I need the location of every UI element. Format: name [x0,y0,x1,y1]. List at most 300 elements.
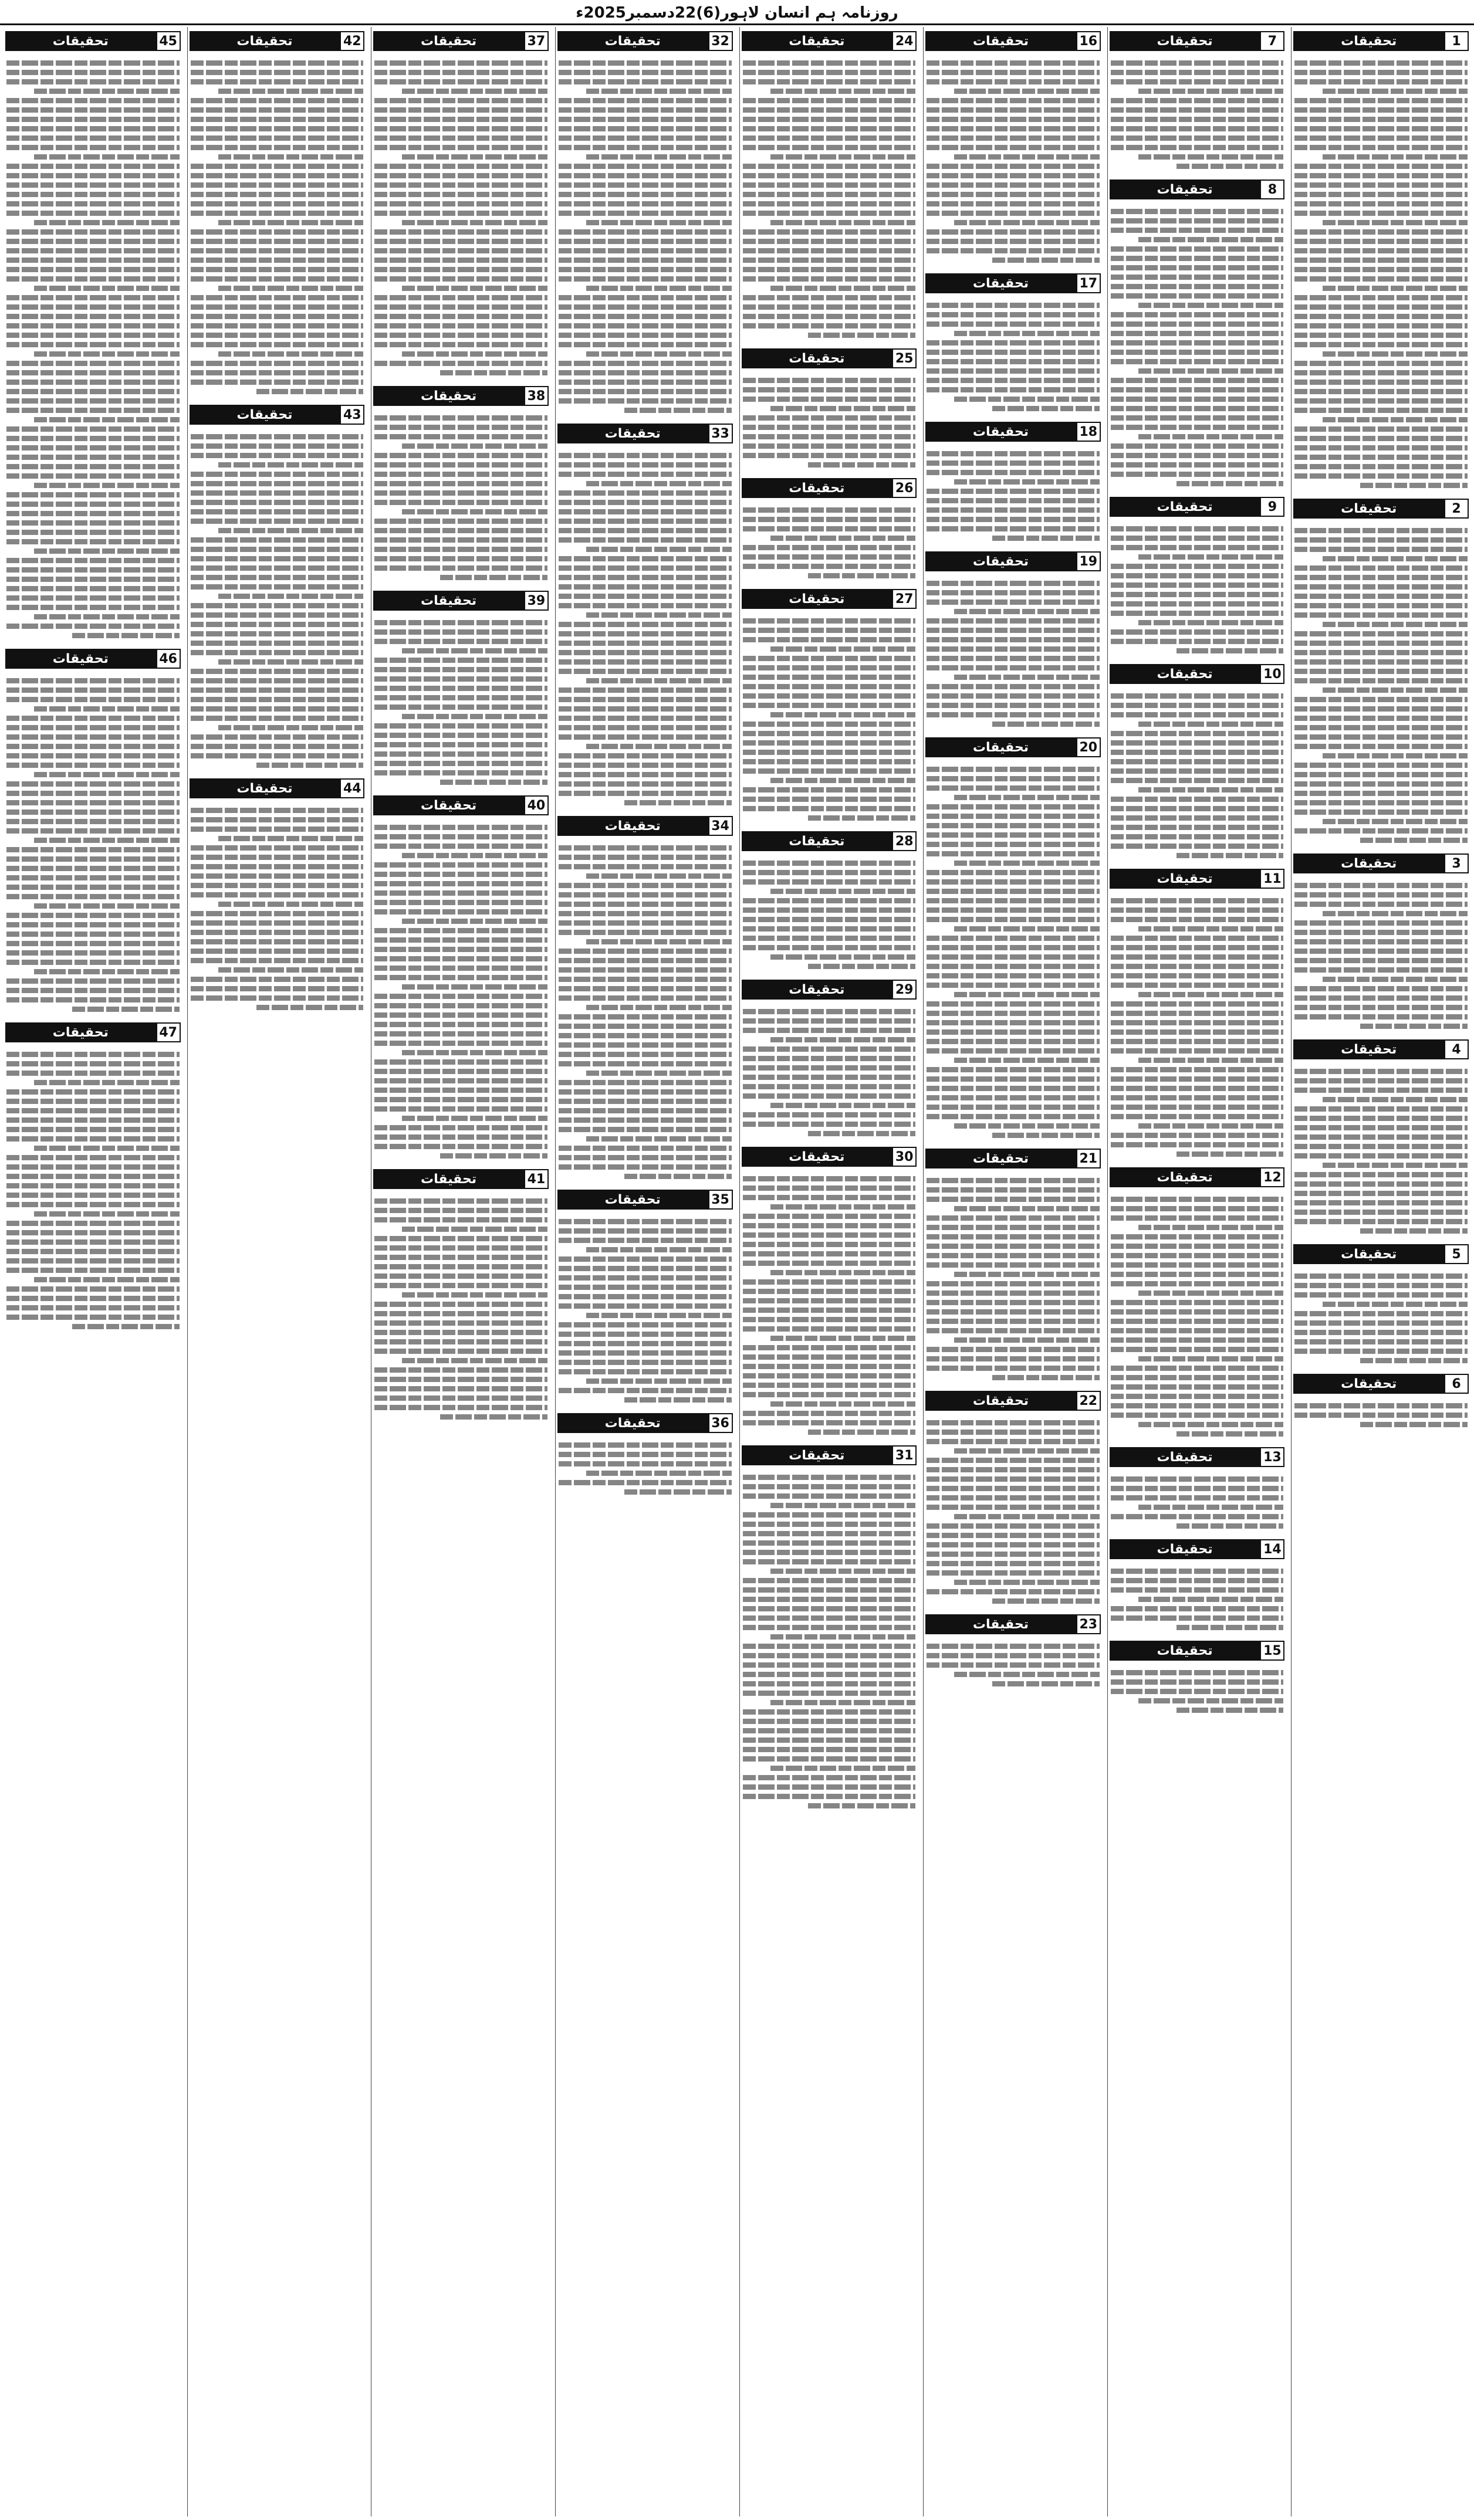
story-number: 38 [524,386,549,406]
text-line [256,763,364,768]
text-line [1294,641,1468,646]
text-line [1294,734,1468,740]
text-line [1294,1403,1468,1408]
story-header [742,587,917,611]
text-line [954,331,1099,336]
text-line [191,98,364,103]
text-line [743,1587,916,1593]
text-line [559,528,732,533]
text-line [743,1084,916,1089]
text-line [770,1401,915,1407]
story-label: تحقیقات [742,478,892,498]
text-line [191,333,364,338]
story [5,29,181,643]
text-line [743,164,916,169]
text-line [927,1467,1100,1472]
text-line [191,182,364,188]
text-line [927,201,1100,206]
text-line [559,584,732,590]
text-line [586,873,731,879]
text-line [586,89,731,94]
text-line [6,126,180,131]
text-line [6,1296,180,1301]
text-line [374,723,547,729]
text-line [34,154,179,160]
story-body [925,575,1101,732]
text-line [1111,1281,1284,1286]
text-line [743,1672,916,1677]
story-body [1293,878,1469,1034]
text-line [374,751,547,757]
text-line [1294,464,1468,469]
story-body [5,1046,181,1334]
text-line [1111,1253,1284,1258]
text-line [743,1373,916,1378]
text-line [191,753,364,758]
text-line [1111,472,1284,477]
story-header [742,978,917,1001]
text-line [374,201,547,206]
text-line [1111,573,1284,578]
text-line [927,1105,1100,1110]
text-line [1294,1273,1468,1279]
story-number: 34 [708,816,733,836]
text-line [1294,1014,1468,1019]
text-line [6,678,180,683]
text-line [770,778,915,783]
text-line [374,425,547,430]
text-line [770,536,915,541]
text-line [559,1042,732,1048]
text-line [743,526,916,531]
text-line [559,295,732,300]
text-line [402,154,547,160]
text-line [1111,954,1284,960]
text-line [743,1691,916,1696]
text-line [1294,304,1468,310]
text-line [1294,267,1468,272]
text-line [1294,1349,1468,1354]
text-line [374,1134,547,1140]
text-line [559,958,732,963]
text-line [808,964,915,969]
story-label: تحقیقات [742,1147,892,1167]
text-line [927,599,1100,605]
text-line [374,834,547,839]
text-line [1294,455,1468,460]
text-line [1323,977,1468,982]
story [742,347,917,473]
story [1293,1372,1469,1432]
text-line [6,201,180,206]
text-line [559,70,732,75]
text-line [1111,228,1284,233]
text-line [191,911,364,916]
text-line [1294,314,1468,319]
text-line [743,1242,916,1247]
text-line [1138,154,1283,160]
text-line [1294,678,1468,683]
text-line [1111,1039,1284,1044]
text-line [374,229,547,235]
text-line [1323,819,1468,824]
text-line [1111,898,1284,903]
story-header [557,29,733,53]
text-line [927,1486,1100,1491]
text-line [743,1662,916,1668]
text-line [770,1700,915,1705]
text-line [6,295,180,300]
story-header [557,814,733,838]
text-line [1177,1625,1284,1630]
story-number: 42 [340,31,364,51]
text-line [743,1719,916,1724]
text-line [374,1405,547,1410]
text-line [6,734,180,740]
story-label: تحقیقات [190,778,340,798]
text-line [1294,1339,1468,1344]
story-body [373,1193,549,1425]
text-line [743,1289,916,1294]
story-header [1110,1445,1285,1469]
text-line [743,79,916,84]
text-line [954,1514,1099,1519]
text-line [954,220,1099,225]
text-line [1294,370,1468,375]
text-line [559,258,732,263]
text-line [1111,145,1284,150]
text-line [1138,926,1283,932]
story [373,1167,549,1425]
story-body [557,1437,733,1500]
story-body [1110,1191,1285,1442]
text-line [1294,1283,1468,1288]
text-line [6,370,180,375]
text-line [927,618,1100,624]
story-header [1110,867,1285,890]
text-line [1138,434,1283,439]
text-line [1294,248,1468,253]
text-line [743,425,916,430]
story [557,29,733,418]
text-line [191,323,364,328]
text-line [1111,397,1284,402]
story [1110,1537,1285,1635]
story-body [1110,688,1285,863]
text-line [743,1493,916,1499]
text-line [218,836,363,841]
story [190,403,365,773]
text-line [374,107,547,113]
text-line [927,182,1100,188]
text-line [191,173,364,178]
text-line [743,70,916,75]
text-line [770,1634,915,1640]
text-line [374,975,547,980]
text-line [1294,725,1468,730]
text-line [927,526,1100,531]
text-line [1111,582,1284,588]
text-line [1111,1206,1284,1211]
text-line [770,646,915,652]
text-line [6,1061,180,1066]
text-line [1294,1172,1468,1177]
text-line [6,586,180,591]
story-label: تحقیقات [1293,1374,1444,1394]
text-line [1111,750,1284,755]
text-line [191,192,364,197]
text-line [374,1097,547,1102]
text-line [374,937,547,943]
text-line [927,1644,1100,1649]
story-body [742,1004,917,1142]
story-header [1110,662,1285,686]
story-number: 37 [524,31,549,51]
story [1110,1166,1285,1442]
text-line [6,866,180,871]
story-number: 21 [1076,1149,1101,1168]
text-line [927,1039,1100,1044]
text-line [743,879,916,885]
text-line [586,612,731,618]
text-line [1138,1291,1283,1296]
text-line [440,370,547,375]
text-line [6,342,180,347]
text-line [374,117,547,122]
story-header [1293,1038,1469,1061]
text-line [191,808,364,813]
text-line [743,945,916,950]
text-line [1294,239,1468,244]
text-line [559,1452,732,1457]
text-line [1323,687,1468,693]
text-line [927,581,1100,586]
text-line [374,1088,547,1093]
text-line [743,136,916,141]
text-line [6,248,180,253]
column [1291,27,1470,2516]
text-line [1294,1210,1468,1215]
story [742,29,917,343]
text-line [927,1076,1100,1082]
text-line [954,1123,1099,1129]
text-line [191,939,364,944]
text-line [1111,246,1284,252]
story [742,1145,917,1440]
text-line [402,286,547,291]
text-line [743,517,916,522]
text-line [374,276,547,282]
text-line [1111,60,1284,66]
text-line [374,239,547,244]
text-line [1111,844,1284,849]
text-line [1294,164,1468,169]
text-line [743,117,916,122]
text-line [191,126,364,131]
text-line [1294,211,1468,216]
story [742,1444,917,1814]
story [190,777,365,1015]
text-line [1111,564,1284,569]
text-line [927,693,1100,699]
text-line [927,776,1100,781]
text-line [559,949,732,954]
text-line [927,954,1100,960]
text-line [559,389,732,394]
text-line [559,462,732,468]
column [923,27,1103,2516]
text-line [1294,1134,1468,1140]
text-line [770,286,915,291]
story-number: 31 [892,1445,917,1465]
text-line [6,239,180,244]
text-line [927,973,1100,978]
text-line [743,554,916,560]
story-label: تحقیقات [925,1614,1076,1634]
text-line [6,913,180,918]
text-line [1294,772,1468,777]
text-line [927,851,1100,856]
text-line [743,1251,916,1256]
text-line [927,1244,1100,1249]
text-line [743,1065,916,1071]
text-line [191,977,364,982]
text-line [6,744,180,749]
text-line [927,378,1100,383]
text-line [374,361,547,366]
text-line [1111,1587,1284,1593]
story-body [742,55,917,343]
text-line [743,1615,916,1621]
text-line [1111,825,1284,830]
text-line [191,584,364,590]
text-line [927,1430,1100,1435]
story [925,1613,1101,1692]
text-line [743,1512,916,1518]
story-header [925,550,1101,573]
text-line [1111,964,1284,969]
text-line [743,1383,916,1388]
text-line [1111,1689,1284,1694]
text-line [1111,340,1284,346]
text-line [191,556,364,561]
text-line [402,1116,547,1121]
text-line [34,483,179,488]
story-number: 7 [1260,31,1284,51]
text-line [6,464,180,469]
text-line [808,333,915,338]
story-label: تحقیقات [373,386,524,406]
text-line [927,842,1100,847]
text-line [743,731,916,736]
text-line [6,117,180,122]
text-line [374,528,547,533]
text-line [559,490,732,496]
text-line [992,1598,1100,1604]
story [373,384,549,585]
text-line [402,1358,547,1363]
column [187,27,367,2516]
text-line [34,417,179,422]
text-line [559,967,732,973]
text-line [559,995,732,1001]
story [1110,1445,1285,1534]
text-line [743,1317,916,1322]
story-label: تحقیقات [925,551,1076,571]
text-line [191,650,364,655]
text-line [927,1086,1100,1091]
story-header [5,1021,181,1044]
text-line [1111,1262,1284,1268]
text-line [770,1103,915,1108]
text-line [1294,398,1468,404]
story-header [557,422,733,445]
text-line [927,898,1100,903]
story-label: تحقیقات [742,980,892,1000]
text-line [559,323,732,328]
text-line [927,917,1100,922]
text-line [559,575,732,580]
text-line [218,902,363,907]
text-line [954,861,1099,866]
text-line [743,173,916,178]
text-line [402,1292,547,1298]
story-label: تحقیقات [742,31,892,51]
text-line [374,928,547,933]
text-line [743,295,916,300]
text-line [191,434,364,439]
text-line [1111,1020,1284,1025]
text-line [586,1471,731,1476]
text-line [927,164,1100,169]
text-line [374,79,547,84]
text-line [1323,1163,1468,1168]
story-body [373,615,549,790]
text-line [1111,1011,1284,1016]
story-label: تحقیقات [742,348,892,368]
text-line [927,239,1100,244]
story [5,1021,181,1334]
story-label: تحقیقات [1110,664,1260,684]
text-line [6,1052,180,1057]
text-line [559,1033,732,1038]
story [1293,1242,1469,1369]
text-line [191,472,364,477]
text-line [374,1264,547,1269]
story-header [373,1167,549,1191]
text-line [6,1239,180,1245]
text-line [559,1388,732,1393]
text-line [6,1183,180,1188]
text-line [954,992,1099,997]
text-line [743,323,916,328]
text-line [1323,911,1468,916]
text-line [1138,1505,1283,1510]
text-line [440,1414,547,1420]
text-line [6,1193,180,1198]
text-line [1294,594,1468,599]
text-line [402,89,547,94]
text-line [374,1302,547,1307]
text-line [191,641,364,646]
text-line [927,665,1100,670]
story-body [1293,1268,1469,1369]
text-line [6,978,180,984]
text-line [34,772,179,777]
text-line [559,716,732,721]
text-line [559,333,732,338]
text-line [1111,1029,1284,1035]
